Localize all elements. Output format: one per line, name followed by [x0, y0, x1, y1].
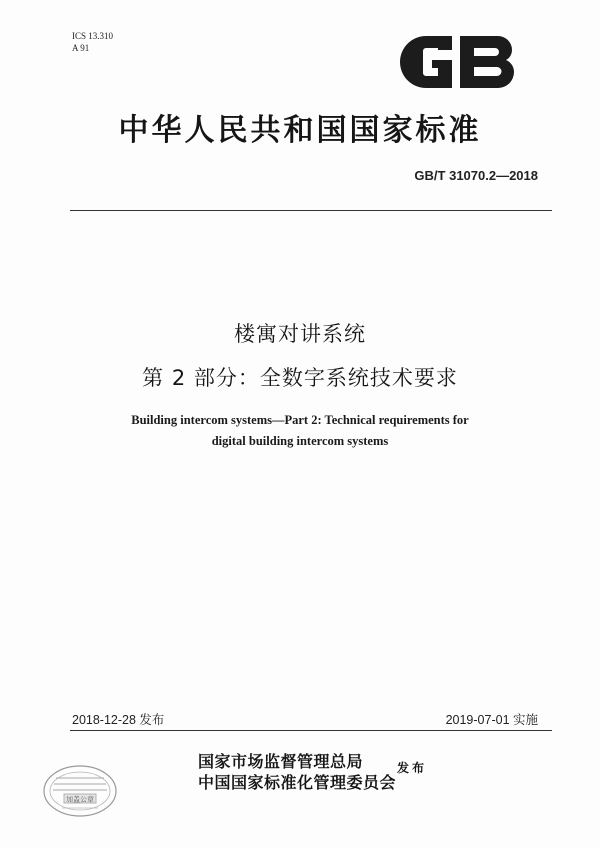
header-divider — [70, 210, 552, 211]
issue-date: 2018-12-28 发布 — [72, 713, 165, 727]
footer-divider — [70, 730, 552, 731]
publish-label: 发布 — [397, 761, 428, 775]
standard-org-title: 中华人民共和国国家标准 — [118, 113, 482, 148]
ccs-code: A 91 — [72, 43, 90, 53]
issuer-line2: 中国国家标准化管理委员会 — [198, 773, 397, 792]
implementation-date: 2019-07-01 实施 — [445, 713, 538, 727]
english-title-line2: digital building intercom systems — [211, 434, 389, 448]
ics-classification — [72, 30, 113, 54]
seal-stamp-icon — [40, 763, 120, 819]
issuing-authorities — [198, 751, 396, 793]
seal-text: 加盖公章 — [66, 795, 94, 804]
english-title-line1: Building intercom systems—Part 2: Technical requirements for — [131, 413, 469, 427]
document-title-main: 楼寓对讲系统 — [234, 322, 366, 346]
gb-logo-icon — [398, 34, 518, 90]
document-title-part: 第 2 部分：全数字系统技术要求 — [142, 366, 458, 390]
issuer-line1: 国家市场监督管理总局 — [198, 752, 364, 771]
standard-number: GB/T 31070.2—2018 — [414, 168, 538, 183]
english-title — [70, 410, 530, 452]
ics-code: ICS 13.310 — [72, 31, 114, 41]
